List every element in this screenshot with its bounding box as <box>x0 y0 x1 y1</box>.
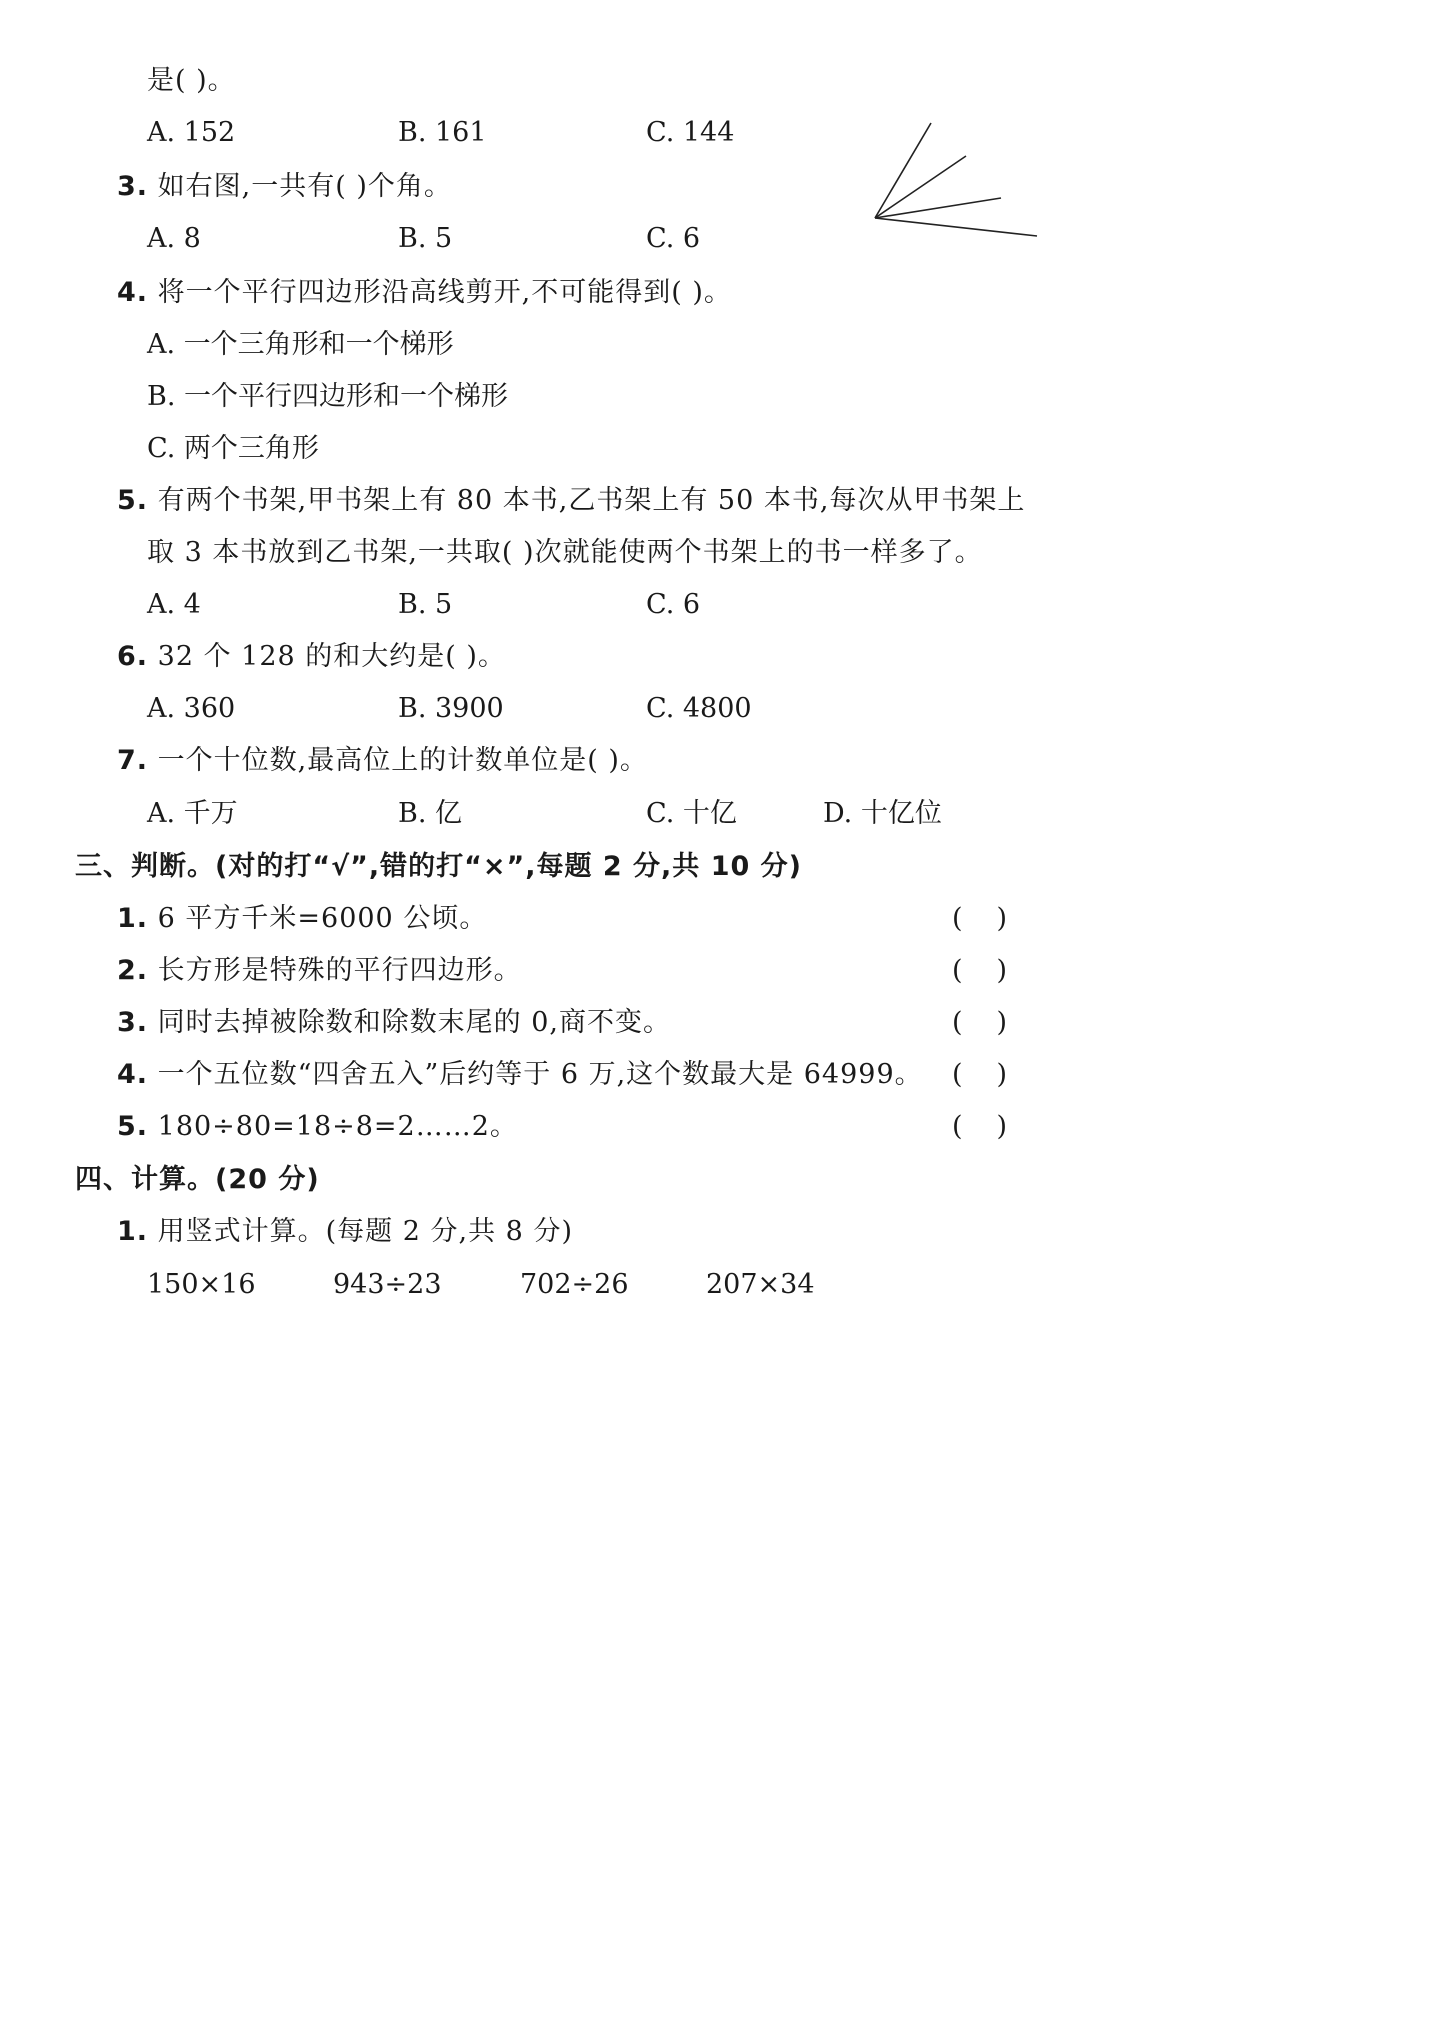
question-5 <box>117 484 1025 518</box>
question-7 <box>117 744 648 778</box>
item-text: 用竖式计算。(每题 2 分,共 8 分) <box>157 1216 573 1247</box>
q7-option-b: B. 亿 <box>398 798 463 829</box>
question-3 <box>117 170 452 204</box>
section-4-title: 四、计算。(20 分) <box>75 1164 320 1195</box>
q4-option-a: A. 一个三角形和一个梯形 <box>147 329 454 360</box>
ray-1 <box>875 123 931 218</box>
item-text: 同时去掉被除数和除数末尾的 0,商不变。 <box>157 1007 671 1038</box>
calc-expr-4: 207×34 <box>706 1269 815 1300</box>
section-3-title: 三、判断。(对的打“√”,错的打“×”,每题 2 分,共 10 分) <box>75 851 803 882</box>
judge-item-2 <box>117 954 522 988</box>
q5-option-a: A. 4 <box>147 589 201 620</box>
judge-item-4 <box>117 1058 923 1092</box>
q2-option-c: C. 144 <box>646 117 735 148</box>
judge-item-3 <box>117 1006 671 1040</box>
item-number: 1. <box>117 903 149 934</box>
answer-blank[interactable]: () <box>952 1059 1042 1090</box>
item-number: 5. <box>117 1111 149 1142</box>
q3-option-c: C. 6 <box>646 223 701 254</box>
q3-option-a: A. 8 <box>147 223 201 254</box>
q2-option-a: A. 152 <box>147 117 236 148</box>
item-text: 长方形是特殊的平行四边形。 <box>157 955 522 986</box>
ray-3 <box>875 198 1001 218</box>
question-number: 5. <box>117 485 149 516</box>
q6-option-c: C. 4800 <box>646 693 752 724</box>
question-text: 32 个 128 的和大约是( )。 <box>157 641 506 672</box>
question-6 <box>117 640 506 674</box>
q4-option-b: B. 一个平行四边形和一个梯形 <box>147 381 509 412</box>
question-5-line-2: 取 3 本书放到乙书架,一共取( )次就能使两个书架上的书一样多了。 <box>147 537 983 568</box>
item-text: 180÷80=18÷8=2……2。 <box>157 1111 518 1142</box>
ray-2 <box>875 156 966 218</box>
question-number: 6. <box>117 641 149 672</box>
q7-option-c: C. 十亿 <box>646 798 737 829</box>
answer-blank[interactable]: () <box>952 955 1042 986</box>
calc-sub-1 <box>117 1215 573 1249</box>
question-4 <box>117 276 732 310</box>
judge-item-5 <box>117 1110 518 1144</box>
answer-blank[interactable]: () <box>952 1007 1042 1038</box>
question-text: 将一个平行四边形沿高线剪开,不可能得到( )。 <box>157 277 732 308</box>
question-text: 一个十位数,最高位上的计数单位是( )。 <box>157 745 648 776</box>
question-number: 7. <box>117 745 149 776</box>
q2-option-b: B. 161 <box>398 117 487 148</box>
question-text: 如右图,一共有( )个角。 <box>157 171 452 202</box>
item-number: 4. <box>117 1059 149 1090</box>
answer-blank[interactable]: () <box>952 1111 1042 1142</box>
judge-item-1 <box>117 902 487 936</box>
angle-figure <box>870 118 1040 240</box>
question-text-line-1: 有两个书架,甲书架上有 80 本书,乙书架上有 50 本书,每次从甲书架上 <box>157 485 1026 516</box>
q6-option-a: A. 360 <box>147 693 236 724</box>
q7-option-d: D. 十亿位 <box>823 798 942 829</box>
q2-tail: 是( )。 <box>147 65 236 96</box>
calc-expr-1: 150×16 <box>147 1269 256 1300</box>
calc-expr-2: 943÷23 <box>333 1269 442 1300</box>
question-number: 4. <box>117 277 149 308</box>
calc-expr-3: 702÷26 <box>520 1269 629 1300</box>
item-number: 1. <box>117 1216 149 1247</box>
q5-option-c: C. 6 <box>646 589 701 620</box>
q4-option-c: C. 两个三角形 <box>147 433 319 464</box>
answer-blank[interactable]: () <box>952 903 1042 934</box>
item-text: 6 平方千米=6000 公顷。 <box>157 903 488 934</box>
item-text: 一个五位数“四舍五入”后约等于 6 万,这个数最大是 64999。 <box>157 1059 923 1090</box>
q7-option-a: A. 千万 <box>147 798 238 829</box>
q3-option-b: B. 5 <box>398 223 453 254</box>
q5-option-b: B. 5 <box>398 589 453 620</box>
question-number: 3. <box>117 171 149 202</box>
q6-option-b: B. 3900 <box>398 693 504 724</box>
item-number: 2. <box>117 955 149 986</box>
item-number: 3. <box>117 1007 149 1038</box>
ray-4 <box>875 218 1037 236</box>
